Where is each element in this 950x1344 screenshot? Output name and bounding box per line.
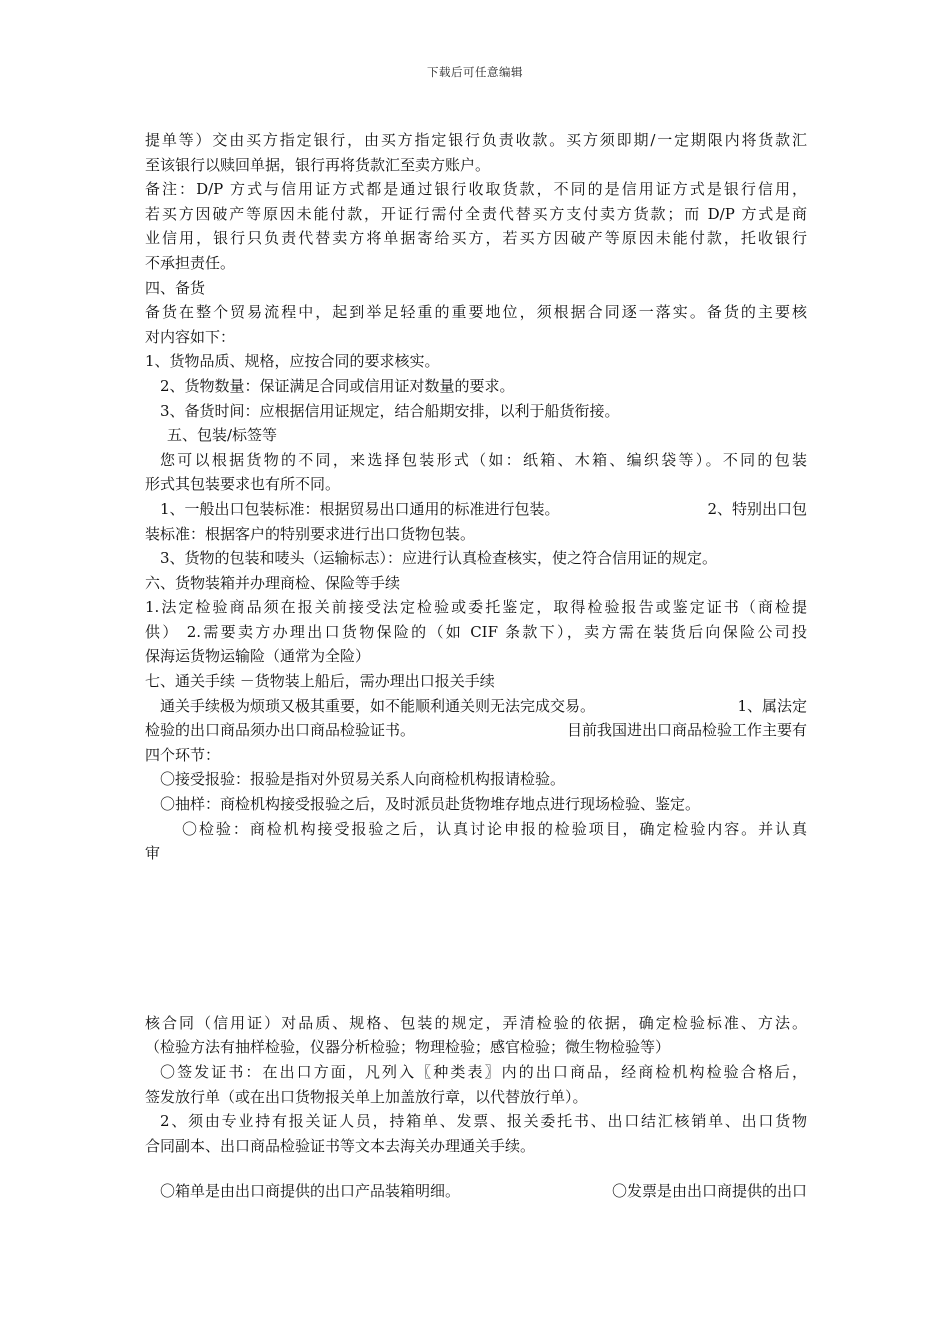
- paragraph-line: 对内容如下：: [145, 327, 236, 346]
- paragraph-line: 装标准：根据客户的特别要求进行出口货物包装。: [145, 524, 476, 543]
- paragraph-line: [145, 1179, 807, 1204]
- paragraph-text: 检验的出口商品须办出口商品检验证书。: [145, 721, 416, 740]
- list-item: 1、属法定: [737, 696, 807, 715]
- document-body: [145, 128, 807, 1204]
- paragraph-line: 审: [145, 844, 161, 863]
- list-item: 2、货物数量：保证满足合同或信用证对数量的要求。: [160, 376, 515, 395]
- section-heading: 五、包装/标签等: [167, 426, 278, 445]
- list-item: 3、备货时间：应根据信用证规定，结合船期安排，以利于船货衔接。: [160, 401, 620, 420]
- list-item: 1、一般出口包装标准：根据贸易出口通用的标准进行包装。: [160, 499, 560, 518]
- paragraph-line: 业信用，银行只负责代替卖方将单据寄给买方，若买方因破产等原因未能付款，托收银行: [145, 229, 807, 248]
- paragraph-text: 目前我国进出口商品检验工作主要有: [566, 721, 807, 740]
- paragraph-text: 通关手续极为烦琐又极其重要，如不能顺利通关则无法完成交易。: [160, 696, 596, 715]
- paragraph-line: 若买方因破产等原因未能付款，开证行需付全责代替买方支付卖方货款；而 D/P 方式是商: [145, 204, 807, 223]
- paragraph-line: 1.法定检验商品须在报关前接受法定检验或委托鉴定，取得检验报告或鉴定证书（商检提: [145, 598, 807, 617]
- list-item: 〇抽样：商检机构接受报验之后，及时派员赴货物堆存地点进行现场检验、鉴定。: [160, 795, 701, 814]
- list-item: 〇箱单是由出口商提供的出口产品装箱明细。: [160, 1182, 461, 1201]
- list-item: 1、货物品质、规格，应按合同的要求核实。: [145, 352, 440, 371]
- paragraph-line: 备货在整个贸易流程中，起到举足轻重的重要地位，须根据合同逐一落实。备货的主要核: [145, 303, 807, 322]
- section-heading: 六、货物装箱并办理商检、保险等手续: [145, 573, 401, 592]
- paragraph-line: 合同副本、出口商品检验证书等文本去海关办理通关手续。: [145, 1136, 536, 1155]
- paragraph-line: 保海运货物运输险（通常为全险）: [145, 647, 371, 666]
- paragraph-line: 提单等）交由买方指定银行，由买方指定银行负责收款。买方须即期/一定期限内将货款汇: [145, 131, 807, 149]
- list-item: 3、货物的包装和唛头（运输标志）：应进行认真检查核实，使之符合信用证的规定。: [160, 549, 718, 568]
- list-item: 〇接受报验：报验是指对外贸易关系人向商检机构报请检验。: [160, 770, 566, 789]
- paragraph-line: 不承担责任。: [145, 253, 236, 272]
- spacer: [145, 1158, 807, 1179]
- paragraph-line: （检验方法有抽样检验，仪器分析检验；物理检验；感官检验；微生物检验等）: [145, 1038, 671, 1057]
- paragraph-line: [145, 694, 807, 719]
- list-item: 〇签发证书：在出口方面，凡列入〖种类表〗内的出口商品，经商检机构检验合格后，: [160, 1063, 807, 1081]
- list-item: 〇检验：商检机构接受报验之后，认真讨论申报的检验项目，确定检验内容。并认真: [182, 819, 807, 838]
- section-heading: 四、备货: [145, 278, 206, 297]
- page-header: 下载后可任意编辑: [427, 65, 523, 79]
- list-item: 2、特别出口包: [707, 499, 807, 518]
- list-item: 〇发票是由出口商提供的出口: [611, 1182, 807, 1201]
- paragraph-line: [145, 497, 807, 522]
- section-heading: 七、通关手续 －货物装上船后，需办理出口报关手续: [145, 672, 495, 691]
- paragraph-line: 您可以根据货物的不同，来选择包装形式（如：纸箱、木箱、编织袋等）。不同的包装: [160, 450, 807, 469]
- paragraph-line: 备注：D/P 方式与信用证方式都是通过银行收取货款，不同的是信用证方式是银行信用，: [145, 180, 807, 199]
- paragraph-line: 供） 2.需要卖方办理出口货物保险的（如 CIF 条款下），卖方需在装货后向保险公司投: [145, 622, 807, 641]
- paragraph-line: 形式其包装要求也有所不同。: [145, 475, 341, 494]
- paragraph-line: 四个环节：: [145, 745, 221, 764]
- paragraph-line: 核合同（信用证）对品质、规格、包装的规定，弄清检验的依据，确定检验标准、方法。: [145, 1013, 807, 1032]
- page-break-gap: [145, 866, 807, 1011]
- paragraph-line: 至该银行以赎回单据，银行再将货款汇至卖方账户。: [145, 155, 491, 174]
- paragraph-line: [145, 718, 807, 743]
- paragraph-line: 签发放行单（或在出口货物报关单上加盖放行章，以代替放行单）。: [145, 1087, 588, 1106]
- list-item: 2、须由专业持有报关证人员，持箱单、发票、报关委托书、出口结汇核销单、出口货物: [160, 1112, 807, 1131]
